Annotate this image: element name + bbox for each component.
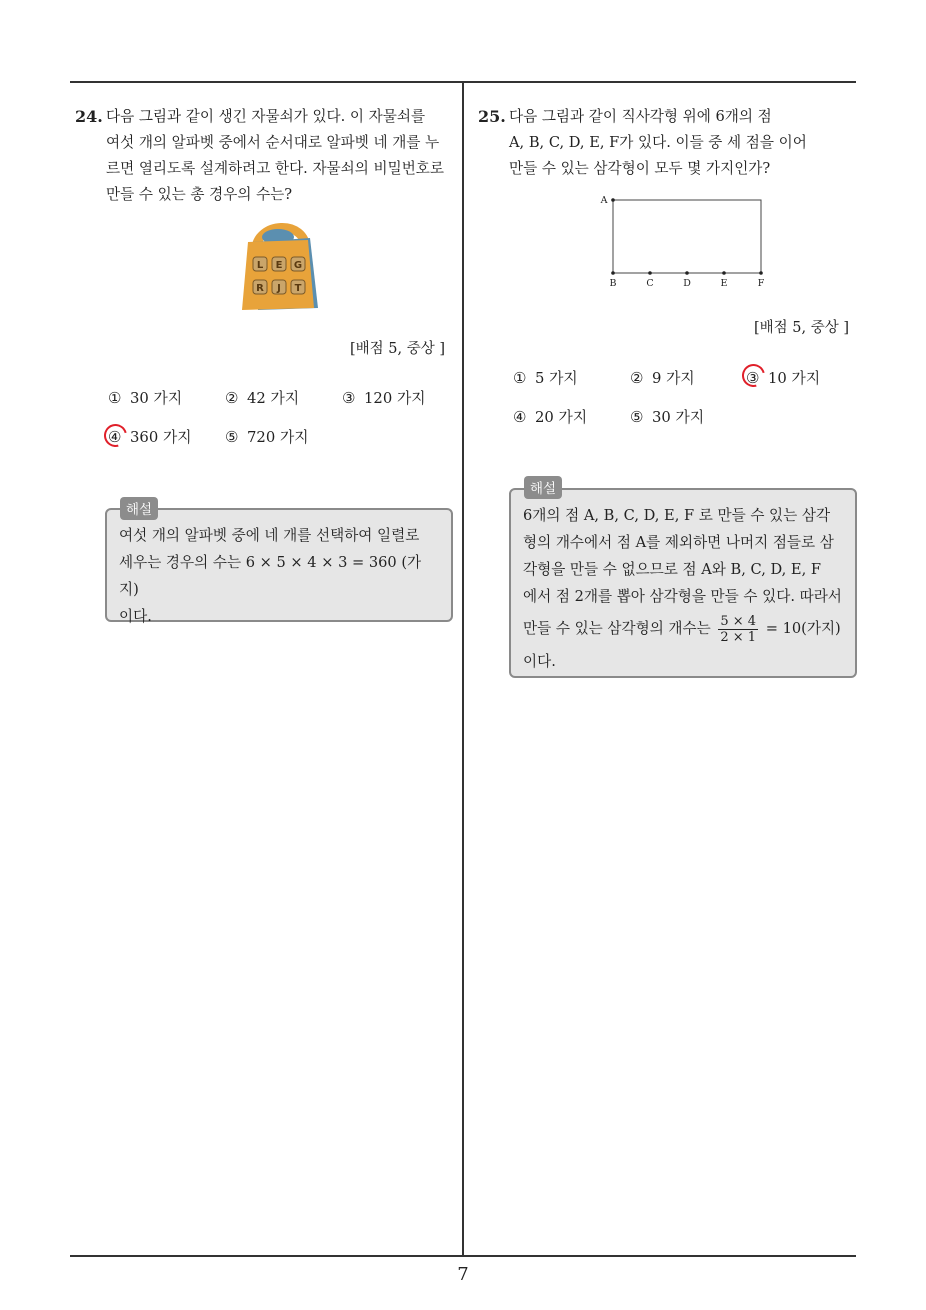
choice-1[interactable]: ① 5 가지 — [513, 370, 578, 387]
lock-key-letter: L — [256, 260, 264, 271]
lock-key-letter: G — [293, 260, 303, 271]
question-25 — [478, 104, 858, 182]
explanation-box: 6개의 점 A, B, C, D, E, F 로 만들 수 있는 삼각 형의 개수에서 점 A를 제외하면 나머지 점들로 삼 각형을 만들 수 없으므로 점 A와 B, C, D, E, F 에서 점 2개를 뽑아 삼각형을 만들 수 있다. 따라서 만들 수 있는 삼각형의 개수는 $\frac{5 \times 4}{2 \times 1}$ = 10(가지) 이다. — [509, 488, 857, 678]
choice-1[interactable]: ① 30 가지 — [108, 390, 183, 407]
rectangle-figure — [598, 192, 770, 292]
choice-5[interactable]: ⑤ 30 가지 — [630, 409, 705, 426]
choice-2[interactable]: ② 9 가지 — [630, 370, 695, 387]
choice-4[interactable]: ④ 360 가지 — [108, 429, 192, 446]
points-label: [배점 5, 중상 ] — [350, 341, 446, 357]
explanation-tag: 해설 — [120, 497, 158, 520]
choice-3[interactable]: ③ 120 가지 — [342, 390, 426, 407]
point-label: D — [683, 278, 691, 289]
choice-3[interactable]: ③ 10 가지 — [746, 370, 821, 387]
point-label: C — [646, 278, 654, 289]
explanation-tag: 해설 — [524, 476, 562, 499]
padlock-illustration — [238, 212, 324, 312]
lock-key-letter: R — [256, 283, 264, 294]
explanation-formula: 만들 수 있는 삼각형의 개수는 $\frac{5 \times 4}{2 \times 1}$ = 10(가지) — [523, 613, 841, 645]
question-number: 25. — [478, 107, 506, 126]
choice-5[interactable]: ⑤ 720 가지 — [225, 429, 309, 446]
lock-key-letter: E — [275, 260, 283, 271]
question-24 — [75, 104, 455, 208]
explanation-box: 여섯 개의 알파벳 중에 네 개를 선택하여 일렬로 세우는 경우의 수는 6 × 5 × 4 × 3 = 360 (가지) 이다. — [105, 508, 453, 622]
bottom-rule — [70, 1255, 856, 1257]
question-number: 24. — [75, 107, 103, 126]
choice-4[interactable]: ④ 20 가지 — [513, 409, 588, 426]
question-stem: 다음 그림과 같이 생긴 자물쇠가 있다. 이 자물쇠를 여섯 개의 알파벳 중에서 순서대로 알파벳 네 개를 누 르면 열리도록 설계하려고 한다. 자물쇠의 비밀번호로 만들 수 있는 총 경우의 수는? — [106, 108, 444, 203]
point-label: A — [600, 195, 608, 206]
point-label: B — [609, 278, 617, 289]
choice-2[interactable]: ② 42 가지 — [225, 390, 300, 407]
lock-key-letter: J — [277, 283, 281, 294]
lock-key-letter: T — [294, 283, 302, 294]
point-label: E — [720, 278, 728, 289]
fraction: $\frac{5 \times 4}{2 \times 1}$ — [720, 613, 757, 645]
question-stem: 다음 그림과 같이 직사각형 위에 6개의 점 A, B, C, D, E, F가 있다. 이들 중 세 점을 이어 만들 수 있는 삼각형이 모두 몇 가지인가? — [509, 108, 807, 177]
page-number: 7 — [457, 1264, 469, 1285]
point-label: F — [757, 278, 765, 289]
points-label: [배점 5, 중상 ] — [754, 320, 850, 336]
column-divider — [462, 81, 464, 1257]
